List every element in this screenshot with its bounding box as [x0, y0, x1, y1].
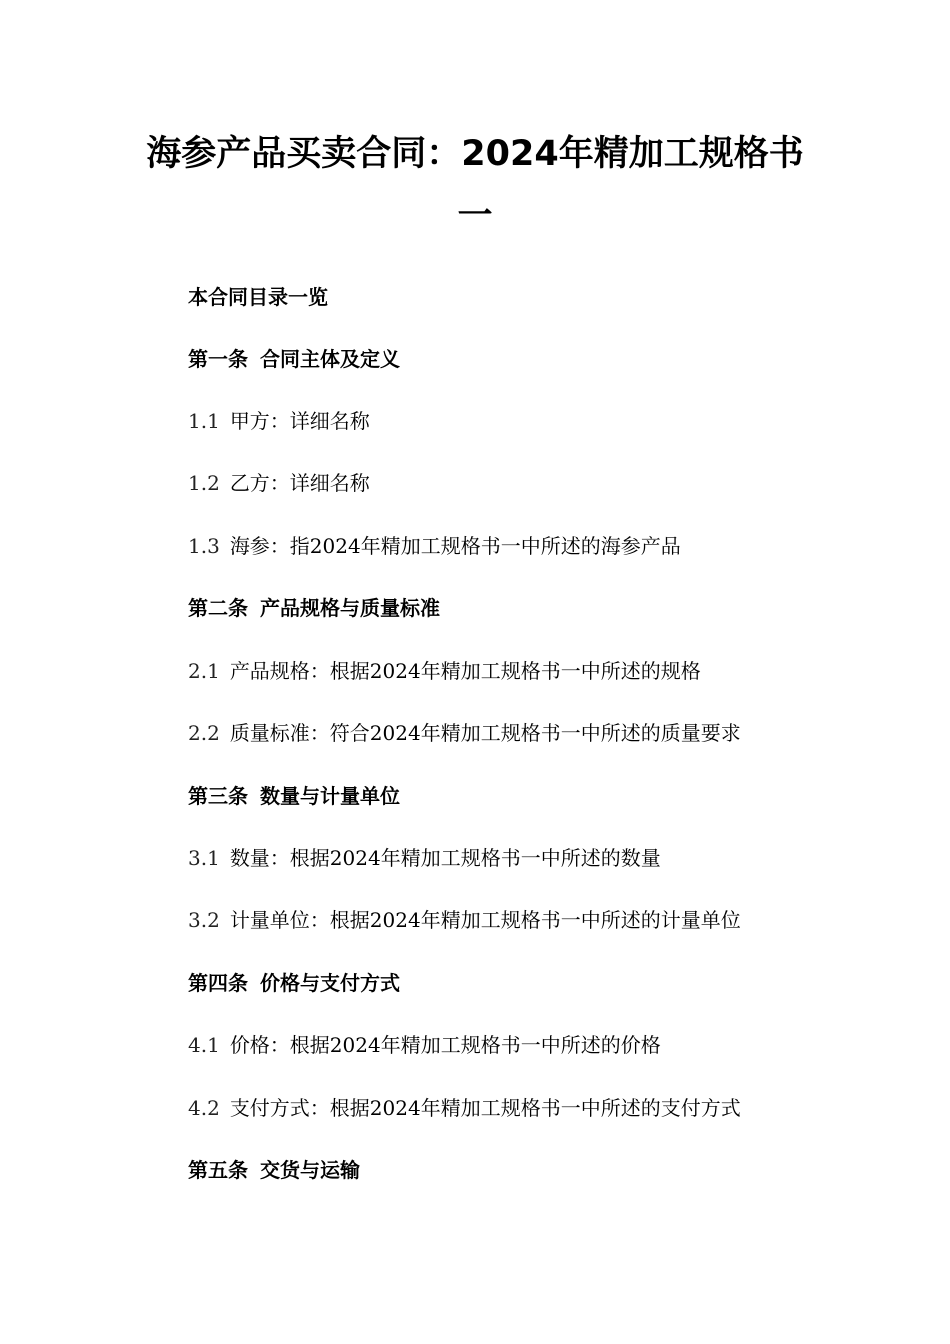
clause-4-1	[188, 1032, 661, 1058]
clause-number: 1.3	[188, 534, 220, 558]
article-heading-5	[188, 1157, 360, 1183]
clause-3-2	[188, 907, 741, 933]
clause-3-1	[188, 845, 661, 871]
clause-text: 计量单位：根据2024年精加工规格书一中所述的计量单位	[229, 908, 741, 932]
article-label: 第二条	[188, 596, 248, 620]
article-heading-3	[188, 783, 400, 809]
clause-number: 2.2	[188, 721, 220, 745]
article-title: 数量与计量单位	[260, 784, 400, 808]
clause-number: 2.1	[188, 659, 220, 683]
clause-text: 甲方：详细名称	[229, 409, 370, 433]
clause-text: 支付方式：根据2024年精加工规格书一中所述的支付方式	[229, 1096, 741, 1120]
document-title-continuation: 一	[457, 196, 493, 236]
article-title: 产品规格与质量标准	[260, 596, 440, 620]
clause-number: 4.1	[188, 1033, 220, 1057]
clause-1-2	[188, 470, 370, 496]
clause-1-1	[188, 408, 370, 434]
clause-text: 产品规格：根据2024年精加工规格书一中所述的规格	[229, 659, 701, 683]
document-title: 海参产品买卖合同：2024年精加工规格书	[146, 134, 804, 174]
clause-number: 4.2	[188, 1096, 220, 1120]
clause-2-1	[188, 658, 701, 684]
article-label: 第一条	[188, 347, 248, 371]
clause-number: 3.1	[188, 846, 220, 870]
article-label: 第三条	[188, 784, 248, 808]
article-title: 合同主体及定义	[260, 347, 400, 371]
clause-text: 乙方：详细名称	[229, 471, 370, 495]
article-title: 价格与支付方式	[260, 971, 400, 995]
clause-1-3	[188, 533, 681, 559]
clause-number: 1.1	[188, 409, 220, 433]
article-heading-4	[188, 970, 400, 996]
article-heading-2	[188, 595, 440, 621]
clause-number: 3.2	[188, 908, 220, 932]
article-label: 第四条	[188, 971, 248, 995]
clause-text: 质量标准：符合2024年精加工规格书一中所述的质量要求	[229, 721, 741, 745]
clause-text: 价格：根据2024年精加工规格书一中所述的价格	[229, 1033, 661, 1057]
clause-2-2	[188, 720, 741, 746]
article-title: 交货与运输	[260, 1158, 360, 1182]
clause-4-2	[188, 1095, 741, 1121]
toc-heading: 本合同目录一览	[188, 285, 328, 309]
clause-number: 1.2	[188, 471, 220, 495]
article-label: 第五条	[188, 1158, 248, 1182]
clause-text: 数量：根据2024年精加工规格书一中所述的数量	[229, 846, 661, 870]
article-heading-1	[188, 346, 400, 372]
clause-text: 海参：指2024年精加工规格书一中所述的海参产品	[229, 534, 681, 558]
